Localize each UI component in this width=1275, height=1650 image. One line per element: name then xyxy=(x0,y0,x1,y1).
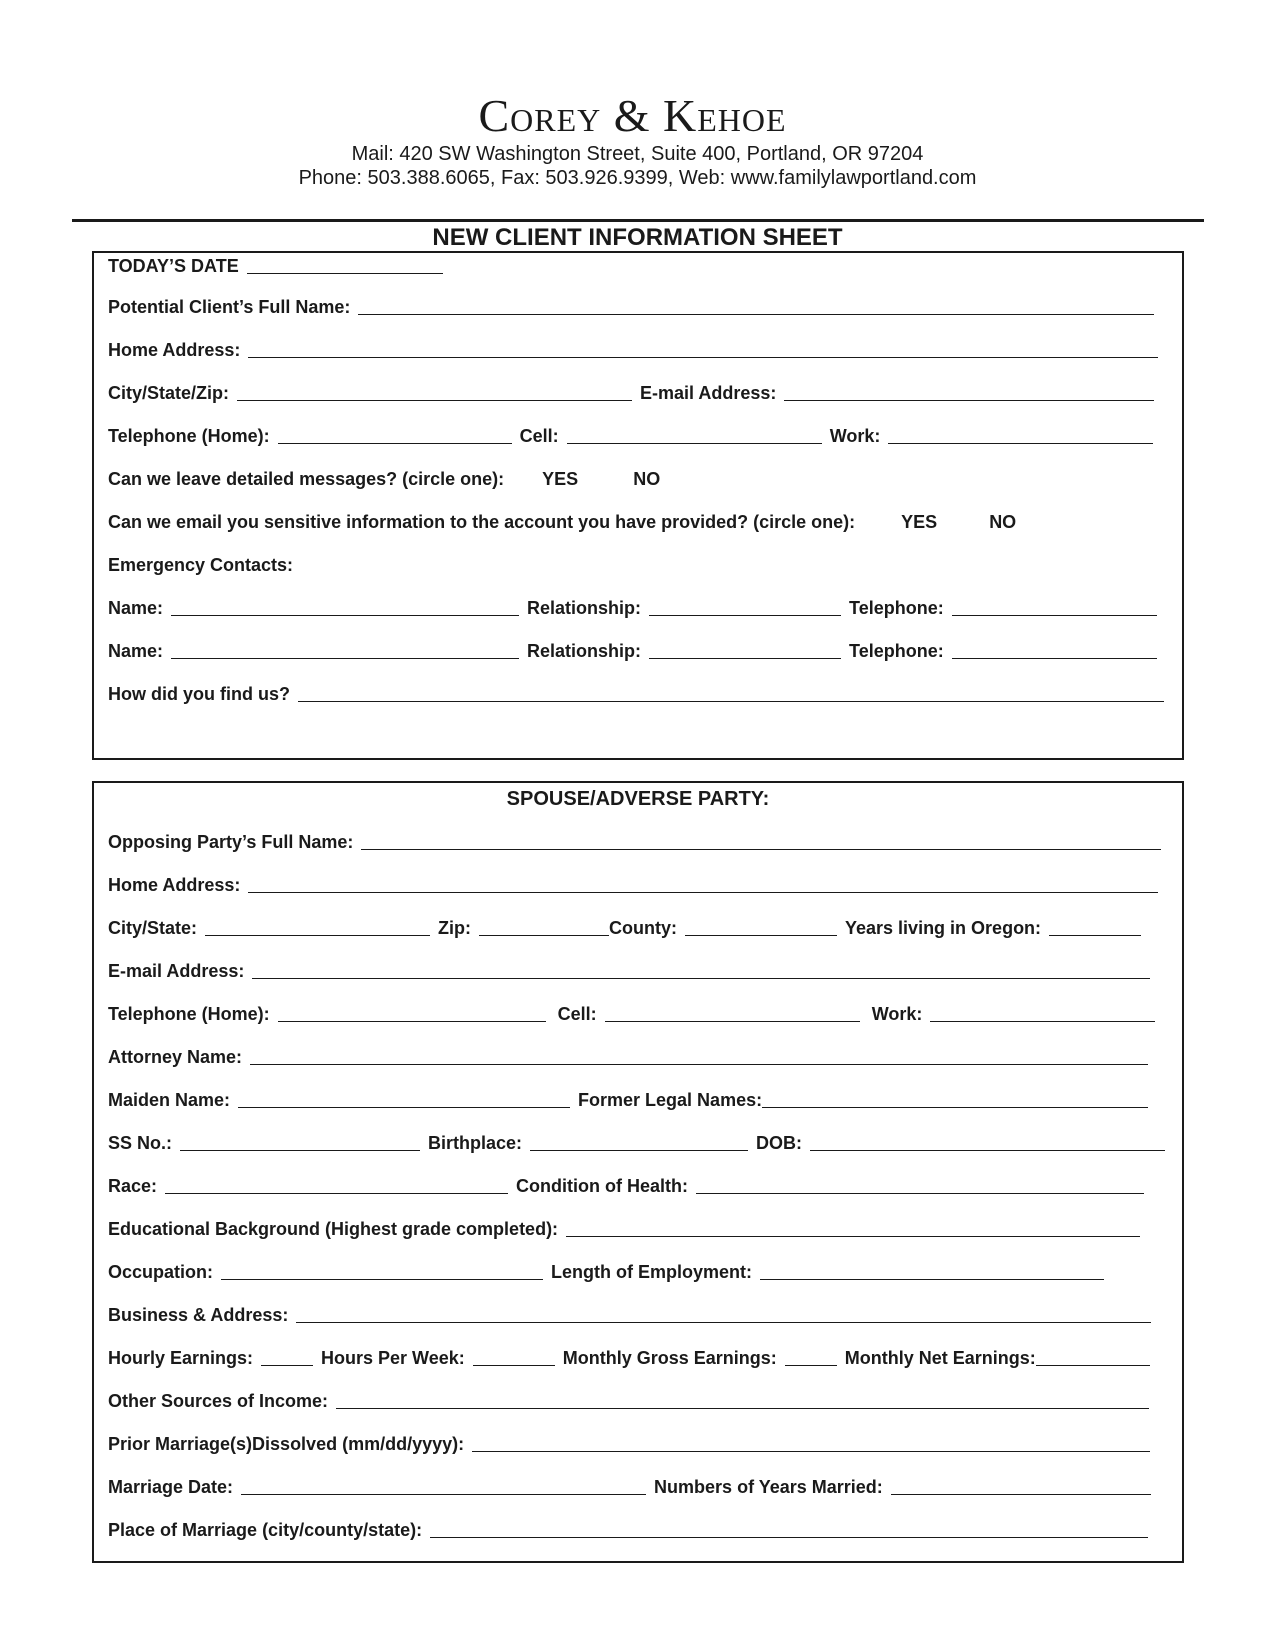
spouse-zip-label: Zip: xyxy=(438,918,472,938)
emergency-contacts-heading: Emergency Contacts: xyxy=(108,555,294,575)
spouse-email-label: E-mail Address: xyxy=(108,961,245,981)
former-names-label: Former Legal Names: xyxy=(578,1090,763,1110)
spouse-home-phone-label: Telephone (Home): xyxy=(108,1004,270,1024)
monthly-net-label: Monthly Net Earnings: xyxy=(844,1348,1036,1368)
client-address-label: Home Address: xyxy=(108,340,241,360)
spouse-address-label: Home Address: xyxy=(108,875,241,895)
spouse-phone-row xyxy=(108,1001,1168,1025)
messages-yes-option[interactable]: YES xyxy=(542,469,579,489)
place-marriage-field[interactable] xyxy=(430,1537,1148,1538)
spouse-city-row xyxy=(108,915,1168,939)
messages-question-row xyxy=(108,466,1168,490)
todays-date-label: TODAY’S DATE xyxy=(108,256,239,276)
spouse-zip-field[interactable] xyxy=(479,935,609,936)
referral-row xyxy=(108,681,1168,705)
years-married-label: Numbers of Years Married: xyxy=(654,1477,883,1497)
opposing-name-row xyxy=(108,829,1168,853)
client-city-email-row xyxy=(108,380,1168,404)
business-field[interactable] xyxy=(296,1322,1151,1323)
race-field[interactable] xyxy=(165,1193,508,1194)
spouse-cell-field[interactable] xyxy=(605,1021,860,1022)
client-name-field[interactable] xyxy=(358,314,1154,315)
spouse-address-field[interactable] xyxy=(248,892,1158,893)
email-question-row xyxy=(108,509,1168,533)
client-cell-field[interactable] xyxy=(567,443,822,444)
other-income-row xyxy=(108,1388,1168,1412)
client-city-field[interactable] xyxy=(237,400,632,401)
referral-field[interactable] xyxy=(298,701,1164,702)
emergency-name-field[interactable] xyxy=(171,615,519,616)
client-work-label: Work: xyxy=(829,426,881,446)
emergency-telephone-label: Telephone: xyxy=(849,598,944,618)
years-oregon-label: Years living in Oregon: xyxy=(845,918,1042,938)
ss-field[interactable] xyxy=(180,1150,420,1151)
spouse-cell-label: Cell: xyxy=(557,1004,597,1024)
todays-date-row xyxy=(108,253,1168,277)
messages-no-option[interactable]: NO xyxy=(633,469,661,489)
hours-week-label: Hours Per Week: xyxy=(321,1348,465,1368)
emergency-contact-row xyxy=(108,595,1168,619)
birthplace-label: Birthplace: xyxy=(428,1133,523,1153)
client-cell-label: Cell: xyxy=(519,426,559,446)
emergency-telephone-field[interactable] xyxy=(952,615,1157,616)
dob-field[interactable] xyxy=(810,1150,1165,1151)
client-work-field[interactable] xyxy=(888,443,1153,444)
birthplace-field[interactable] xyxy=(530,1150,748,1151)
emergency-telephone-field[interactable] xyxy=(952,658,1157,659)
race-health-row xyxy=(108,1173,1168,1197)
client-city-label: City/State/Zip: xyxy=(108,383,230,403)
emergency-telephone-label: Telephone: xyxy=(849,641,944,661)
client-home-phone-label: Telephone (Home): xyxy=(108,426,270,446)
place-marriage-label: Place of Marriage (city/county/state): xyxy=(108,1520,423,1540)
occupation-field[interactable] xyxy=(221,1279,543,1280)
firm-name: Corey & Kehoe xyxy=(478,90,787,141)
marriage-date-row xyxy=(108,1474,1168,1498)
monthly-gross-field[interactable] xyxy=(785,1365,837,1366)
client-home-phone-field[interactable] xyxy=(278,443,512,444)
spouse-home-phone-field[interactable] xyxy=(278,1021,546,1022)
hours-week-field[interactable] xyxy=(473,1365,555,1366)
email-no-option[interactable]: NO xyxy=(989,512,1017,532)
employment-length-label: Length of Employment: xyxy=(551,1262,753,1282)
client-email-field[interactable] xyxy=(784,400,1154,401)
spouse-county-field[interactable] xyxy=(685,935,837,936)
dob-label: DOB: xyxy=(756,1133,803,1153)
hourly-earnings-label: Hourly Earnings: xyxy=(108,1348,254,1368)
ss-birth-row xyxy=(108,1130,1168,1154)
emergency-relationship-field[interactable] xyxy=(649,658,841,659)
attorney-label: Attorney Name: xyxy=(108,1047,243,1067)
letterhead xyxy=(0,90,1275,190)
referral-label: How did you find us? xyxy=(108,684,290,704)
todays-date-field[interactable] xyxy=(247,273,443,274)
health-label: Condition of Health: xyxy=(516,1176,688,1196)
spouse-work-field[interactable] xyxy=(930,1021,1155,1022)
messages-question: Can we leave detailed messages? (circle one): xyxy=(108,469,505,489)
ss-label: SS No.: xyxy=(108,1133,173,1153)
business-row xyxy=(108,1302,1168,1326)
emergency-contact-row xyxy=(108,638,1168,662)
contact-info: Phone: 503.388.6065, Fax: 503.926.9399, Web: www.familylawportland.com xyxy=(298,167,977,189)
spouse-section xyxy=(92,781,1184,1563)
client-name-row xyxy=(108,294,1168,318)
spouse-county-label: County: xyxy=(609,918,677,938)
hourly-earnings-field[interactable] xyxy=(261,1365,313,1366)
marriage-date-label: Marriage Date: xyxy=(108,1477,234,1497)
occupation-row xyxy=(108,1259,1168,1283)
sheet-title: NEW CLIENT INFORMATION SHEET xyxy=(432,224,843,251)
emergency-relationship-label: Relationship: xyxy=(527,641,642,661)
marriage-date-field[interactable] xyxy=(241,1494,646,1495)
client-info-section xyxy=(92,251,1184,760)
header-divider xyxy=(72,219,1204,222)
maiden-name-label: Maiden Name: xyxy=(108,1090,231,1110)
education-field[interactable] xyxy=(566,1236,1140,1237)
health-field[interactable] xyxy=(696,1193,1144,1194)
client-address-row xyxy=(108,337,1168,361)
emergency-heading-row xyxy=(108,552,1168,576)
spouse-email-field[interactable] xyxy=(252,978,1150,979)
spouse-section-title: SPOUSE/ADVERSE PARTY: xyxy=(506,788,770,810)
client-phone-row xyxy=(108,423,1168,447)
emergency-name-label: Name: xyxy=(108,641,164,661)
years-married-field[interactable] xyxy=(891,1494,1151,1495)
spouse-city-field[interactable] xyxy=(205,935,430,936)
mailing-address: Mail: 420 SW Washington Street, Suite 400, Portland, OR 97204 xyxy=(351,143,924,165)
employment-length-field[interactable] xyxy=(760,1279,1104,1280)
emergency-relationship-field[interactable] xyxy=(649,615,841,616)
race-label: Race: xyxy=(108,1176,158,1196)
prior-marriage-field[interactable] xyxy=(472,1451,1150,1452)
prior-marriage-label: Prior Marriage(s)Dissolved (mm/dd/yyyy): xyxy=(108,1434,465,1454)
monthly-net-field[interactable] xyxy=(1036,1365,1150,1366)
other-income-field[interactable] xyxy=(336,1408,1149,1409)
email-question: Can we email you sensitive information to the account you have provided? (circle one): xyxy=(108,512,856,532)
opposing-name-field[interactable] xyxy=(361,849,1161,850)
years-oregon-field[interactable] xyxy=(1049,935,1141,936)
spouse-email-row xyxy=(108,958,1168,982)
earnings-row xyxy=(108,1345,1168,1369)
prior-marriage-row xyxy=(108,1431,1168,1455)
business-label: Business & Address: xyxy=(108,1305,289,1325)
other-income-label: Other Sources of Income: xyxy=(108,1391,329,1411)
client-name-label: Potential Client’s Full Name: xyxy=(108,297,351,317)
emergency-name-label: Name: xyxy=(108,598,164,618)
education-label: Educational Background (Highest grade completed): xyxy=(108,1219,559,1239)
place-marriage-row xyxy=(108,1517,1168,1541)
emergency-relationship-label: Relationship: xyxy=(527,598,642,618)
spouse-city-label: City/State: xyxy=(108,918,198,938)
maiden-name-row xyxy=(108,1087,1168,1111)
attorney-row xyxy=(108,1044,1168,1068)
occupation-label: Occupation: xyxy=(108,1262,214,1282)
emergency-name-field[interactable] xyxy=(171,658,519,659)
email-yes-option[interactable]: YES xyxy=(901,512,938,532)
attorney-field[interactable] xyxy=(250,1064,1148,1065)
spouse-work-label: Work: xyxy=(871,1004,923,1024)
client-email-label: E-mail Address: xyxy=(640,383,777,403)
opposing-name-label: Opposing Party’s Full Name: xyxy=(108,832,354,852)
former-names-field[interactable] xyxy=(762,1107,1148,1108)
monthly-gross-label: Monthly Gross Earnings: xyxy=(562,1348,777,1368)
client-address-field[interactable] xyxy=(248,357,1158,358)
spouse-address-row xyxy=(108,872,1168,896)
education-row xyxy=(108,1216,1168,1240)
maiden-name-field[interactable] xyxy=(238,1107,570,1108)
